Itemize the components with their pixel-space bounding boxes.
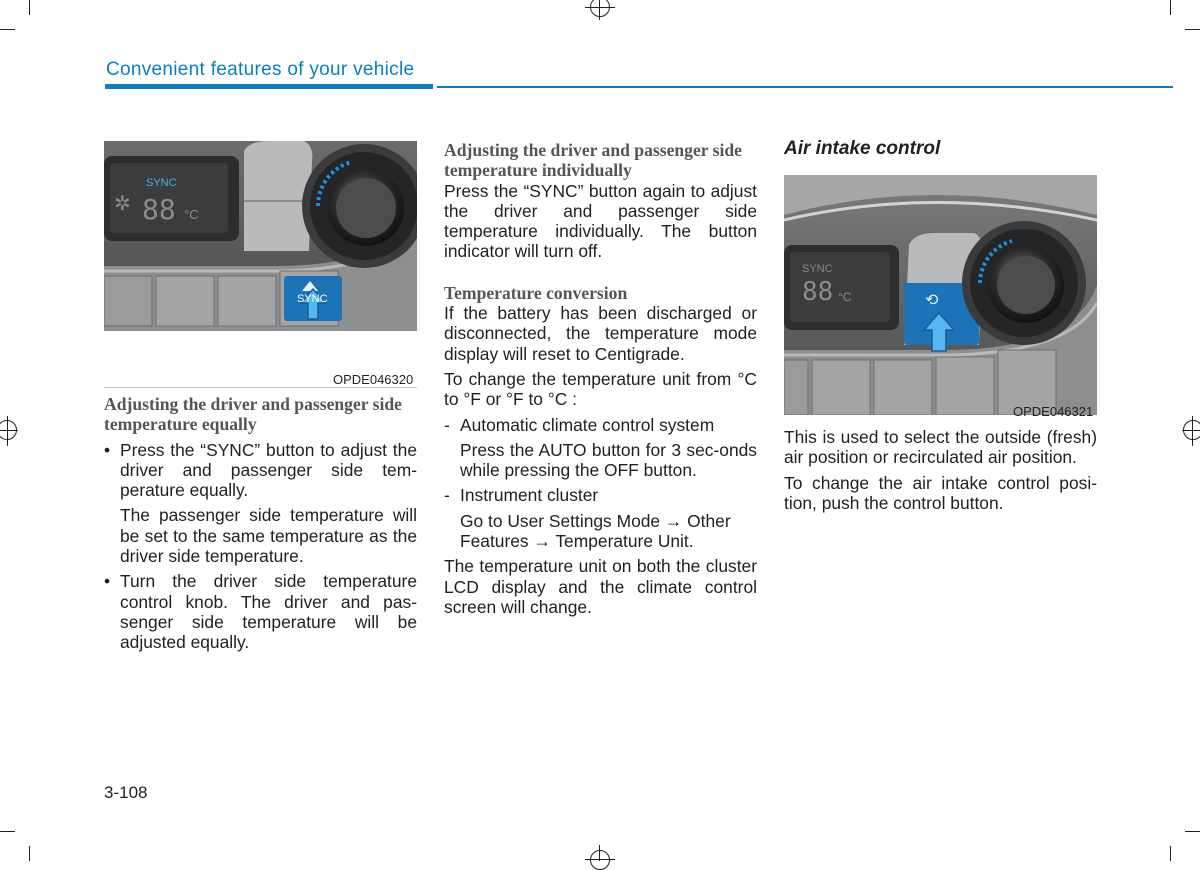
crop-mark xyxy=(29,0,30,15)
bullet-item xyxy=(104,440,417,501)
bullet-text: Turn the driver side temperature control knob. The driver and pas-senger side temperature will be adjusted equally. xyxy=(120,571,417,653)
figure-caption: OPDE046320 xyxy=(333,372,414,387)
dash-icon: - xyxy=(444,414,450,435)
paragraph: The temperature unit on both the cluster LCD display and the climate control screen will change. xyxy=(444,556,757,617)
crop-mark xyxy=(1170,846,1171,861)
figure-caption: OPDE046321 xyxy=(1013,404,1094,419)
registration-mark xyxy=(1192,416,1193,446)
crop-mark xyxy=(1170,0,1171,15)
section-title: Convenient features of your vehicle xyxy=(106,59,415,80)
crop-mark xyxy=(29,846,30,861)
display-temp-unit: °C xyxy=(838,290,852,304)
registration-mark xyxy=(599,0,600,20)
paragraph: To change the air intake control posi-tion, push the control button. xyxy=(784,472,1097,513)
bullet-icon: • xyxy=(104,571,111,592)
crop-mark xyxy=(1185,831,1200,832)
crop-mark xyxy=(0,831,15,832)
climate-control-figure-air-intake xyxy=(784,175,1097,415)
climate-control-figure-sync xyxy=(104,141,417,331)
registration-mark xyxy=(585,7,615,8)
registration-mark xyxy=(7,416,8,446)
display-temperature: 88 xyxy=(802,277,834,307)
dash-item xyxy=(444,415,757,435)
header-rule-thick xyxy=(105,84,433,89)
dash-subtext: Press the AUTO button for 3 sec-onds while pressing the OFF button. xyxy=(460,439,757,481)
bullet-icon: • xyxy=(104,439,111,460)
column-right xyxy=(784,427,1097,513)
bullet-text: Press the “SYNC” button to adjust the driver and passenger side tem-perature equally. xyxy=(120,439,417,501)
sync-button-label: SYNC xyxy=(297,293,328,305)
crop-mark xyxy=(1185,29,1200,30)
dash-subtext: Go to User Settings Mode → Other Features → Temperature Unit. xyxy=(460,510,731,552)
air-recirculation-icon: ⟲ xyxy=(925,292,939,309)
section-heading-air-intake: Air intake control xyxy=(784,138,941,159)
display-temp-unit: °C xyxy=(184,207,199,222)
registration-mark xyxy=(1182,430,1200,431)
dash-text: Automatic climate control system xyxy=(460,414,715,435)
registration-mark xyxy=(590,0,610,17)
column-left xyxy=(104,394,417,653)
registration-mark xyxy=(0,430,18,431)
column-middle xyxy=(444,140,757,617)
section-heading: Adjusting the driver and passenger side temperature individually xyxy=(444,140,742,181)
registration-mark xyxy=(585,859,615,860)
header-rule-thin xyxy=(437,86,1173,88)
paragraph: To change the temperature unit from °C to °F or °F to °C : xyxy=(444,368,757,410)
figure-caption-rule xyxy=(104,387,417,388)
bullet-subtext: The passenger side temperature will be set to the same temperature as the driver side temperature. xyxy=(120,505,417,567)
section-heading: Adjusting the driver and passenger side temperature equally xyxy=(104,394,402,435)
display-sync-label: SYNC xyxy=(802,263,833,275)
display-sync-label: SYNC xyxy=(146,177,177,189)
bullet-item xyxy=(104,571,417,652)
display-temperature: 88 xyxy=(142,193,176,226)
dash-text: Instrument cluster xyxy=(460,485,599,506)
registration-mark xyxy=(590,850,610,870)
page-number: 3-108 xyxy=(104,783,148,802)
crop-mark xyxy=(0,29,15,30)
dash-icon: - xyxy=(444,485,450,506)
paragraph: This is used to select the outside (fresh) air position or recirculated air position. xyxy=(784,427,1097,468)
section-heading: Temperature conversion xyxy=(444,282,628,303)
dash-item xyxy=(444,485,757,505)
paragraph: If the battery has been discharged or disconnected, the temperature mode display will reset to Centigrade. xyxy=(444,303,757,364)
fan-icon: ✲ xyxy=(114,193,131,215)
paragraph: Press the “SYNC” button again to adjust the driver and passenger side temperature individually. The button indicator will turn off. xyxy=(444,180,757,262)
climate-panel-illustration xyxy=(104,141,417,331)
